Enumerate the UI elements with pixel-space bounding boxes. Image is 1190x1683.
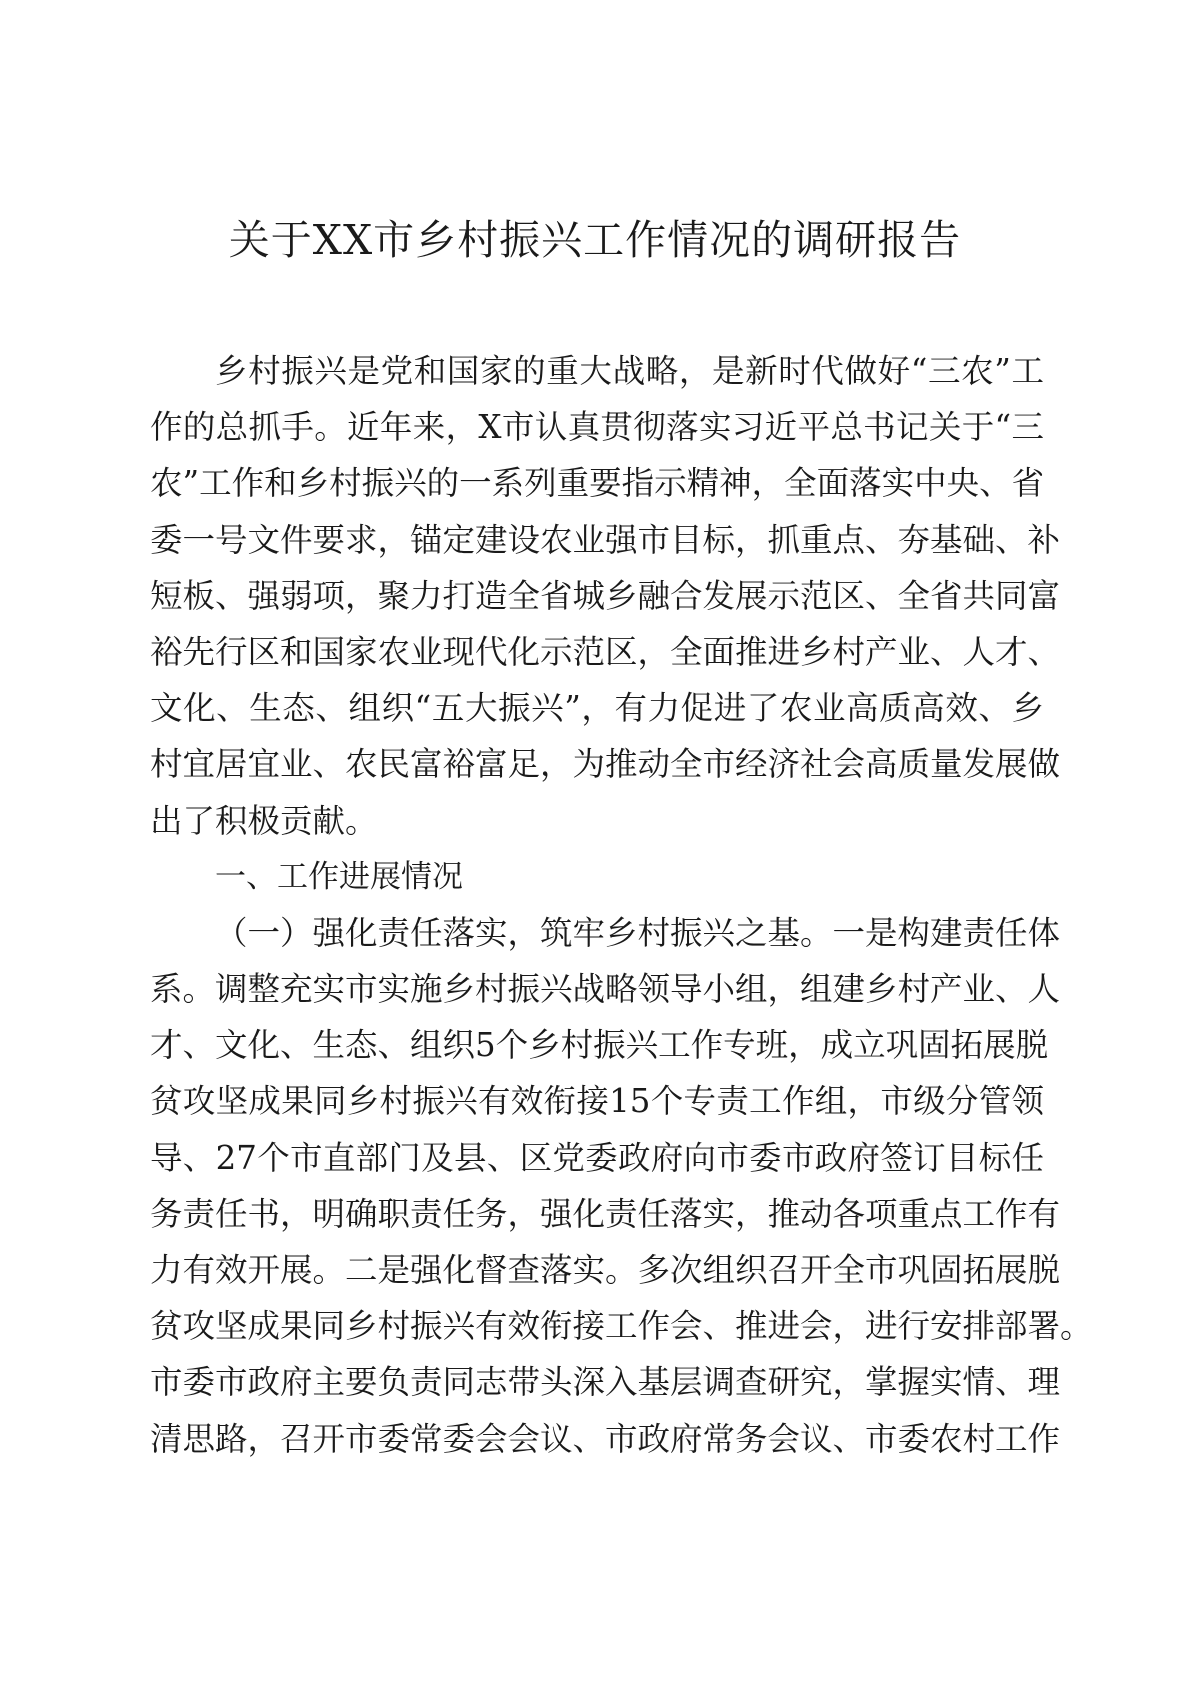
- intro-line: 农”工作和乡村振兴的一系列重要指示精神，全面落实中央、省: [150, 464, 1045, 503]
- intro-line: 村宜居宜业、农民富裕富足，为推动全市经济社会高质量发展做: [150, 745, 1061, 784]
- section-line: （一）强化责任落实，筑牢乡村振兴之基。一是构建责任体: [215, 913, 1061, 952]
- section-line: 务责任书，明确职责任务，强化责任落实，推动各项重点工作有: [150, 1194, 1061, 1233]
- section-line: 贫攻坚成果同乡村振兴有效衔接15个专责工作组，市级分管领: [150, 1082, 1044, 1121]
- document-title: 关于XX市乡村振兴工作情况的调研报告: [228, 216, 962, 264]
- intro-line: 短板、强弱项，聚力打造全省城乡融合发展示范区、全省共同富: [150, 576, 1061, 615]
- intro-line: 乡村振兴是党和国家的重大战略，是新时代做好“三农”工: [215, 352, 1044, 390]
- section-line: 才、文化、生态、组织5个乡村振兴工作专班，成立巩固拓展脱: [150, 1026, 1049, 1065]
- document-body: [150, 343, 1093, 1467]
- section-line: 系。调整充实市实施乡村振兴战略领导小组，组建乡村产业、人: [150, 970, 1061, 1009]
- intro-line: 裕先行区和国家农业现代化示范区，全面推进乡村产业、人才、: [150, 632, 1061, 671]
- intro-line: 委一号文件要求，锚定建设农业强市目标，抓重点、夯基础、补: [150, 520, 1061, 559]
- section-line: 力有效开展。二是强化督查落实。多次组织召开全市巩固拓展脱: [150, 1251, 1061, 1289]
- section-heading: 一、工作进展情况: [215, 858, 463, 895]
- section-line: 导、27个市直部门及县、区党委政府向市委市政府签订目标任: [150, 1138, 1044, 1177]
- intro-line: 出了积极贡献。: [150, 801, 378, 840]
- section-line: 市委市政府主要负责同志带头深入基层调查研究，掌握实情、理: [150, 1363, 1061, 1402]
- section-line: 贫攻坚成果同乡村振兴有效衔接工作会、推进会，进行安排部署。: [150, 1307, 1093, 1346]
- intro-line: 作的总抓手。近年来，X市认真贯彻落实习近平总书记关于“三: [150, 408, 1044, 447]
- section-line: 清思路，召开市委常委会会议、市政府常务会议、市委农村工作: [150, 1419, 1061, 1458]
- intro-line: 文化、生态、组织“五大振兴”，有力促进了农业高质高效、乡: [150, 689, 1044, 728]
